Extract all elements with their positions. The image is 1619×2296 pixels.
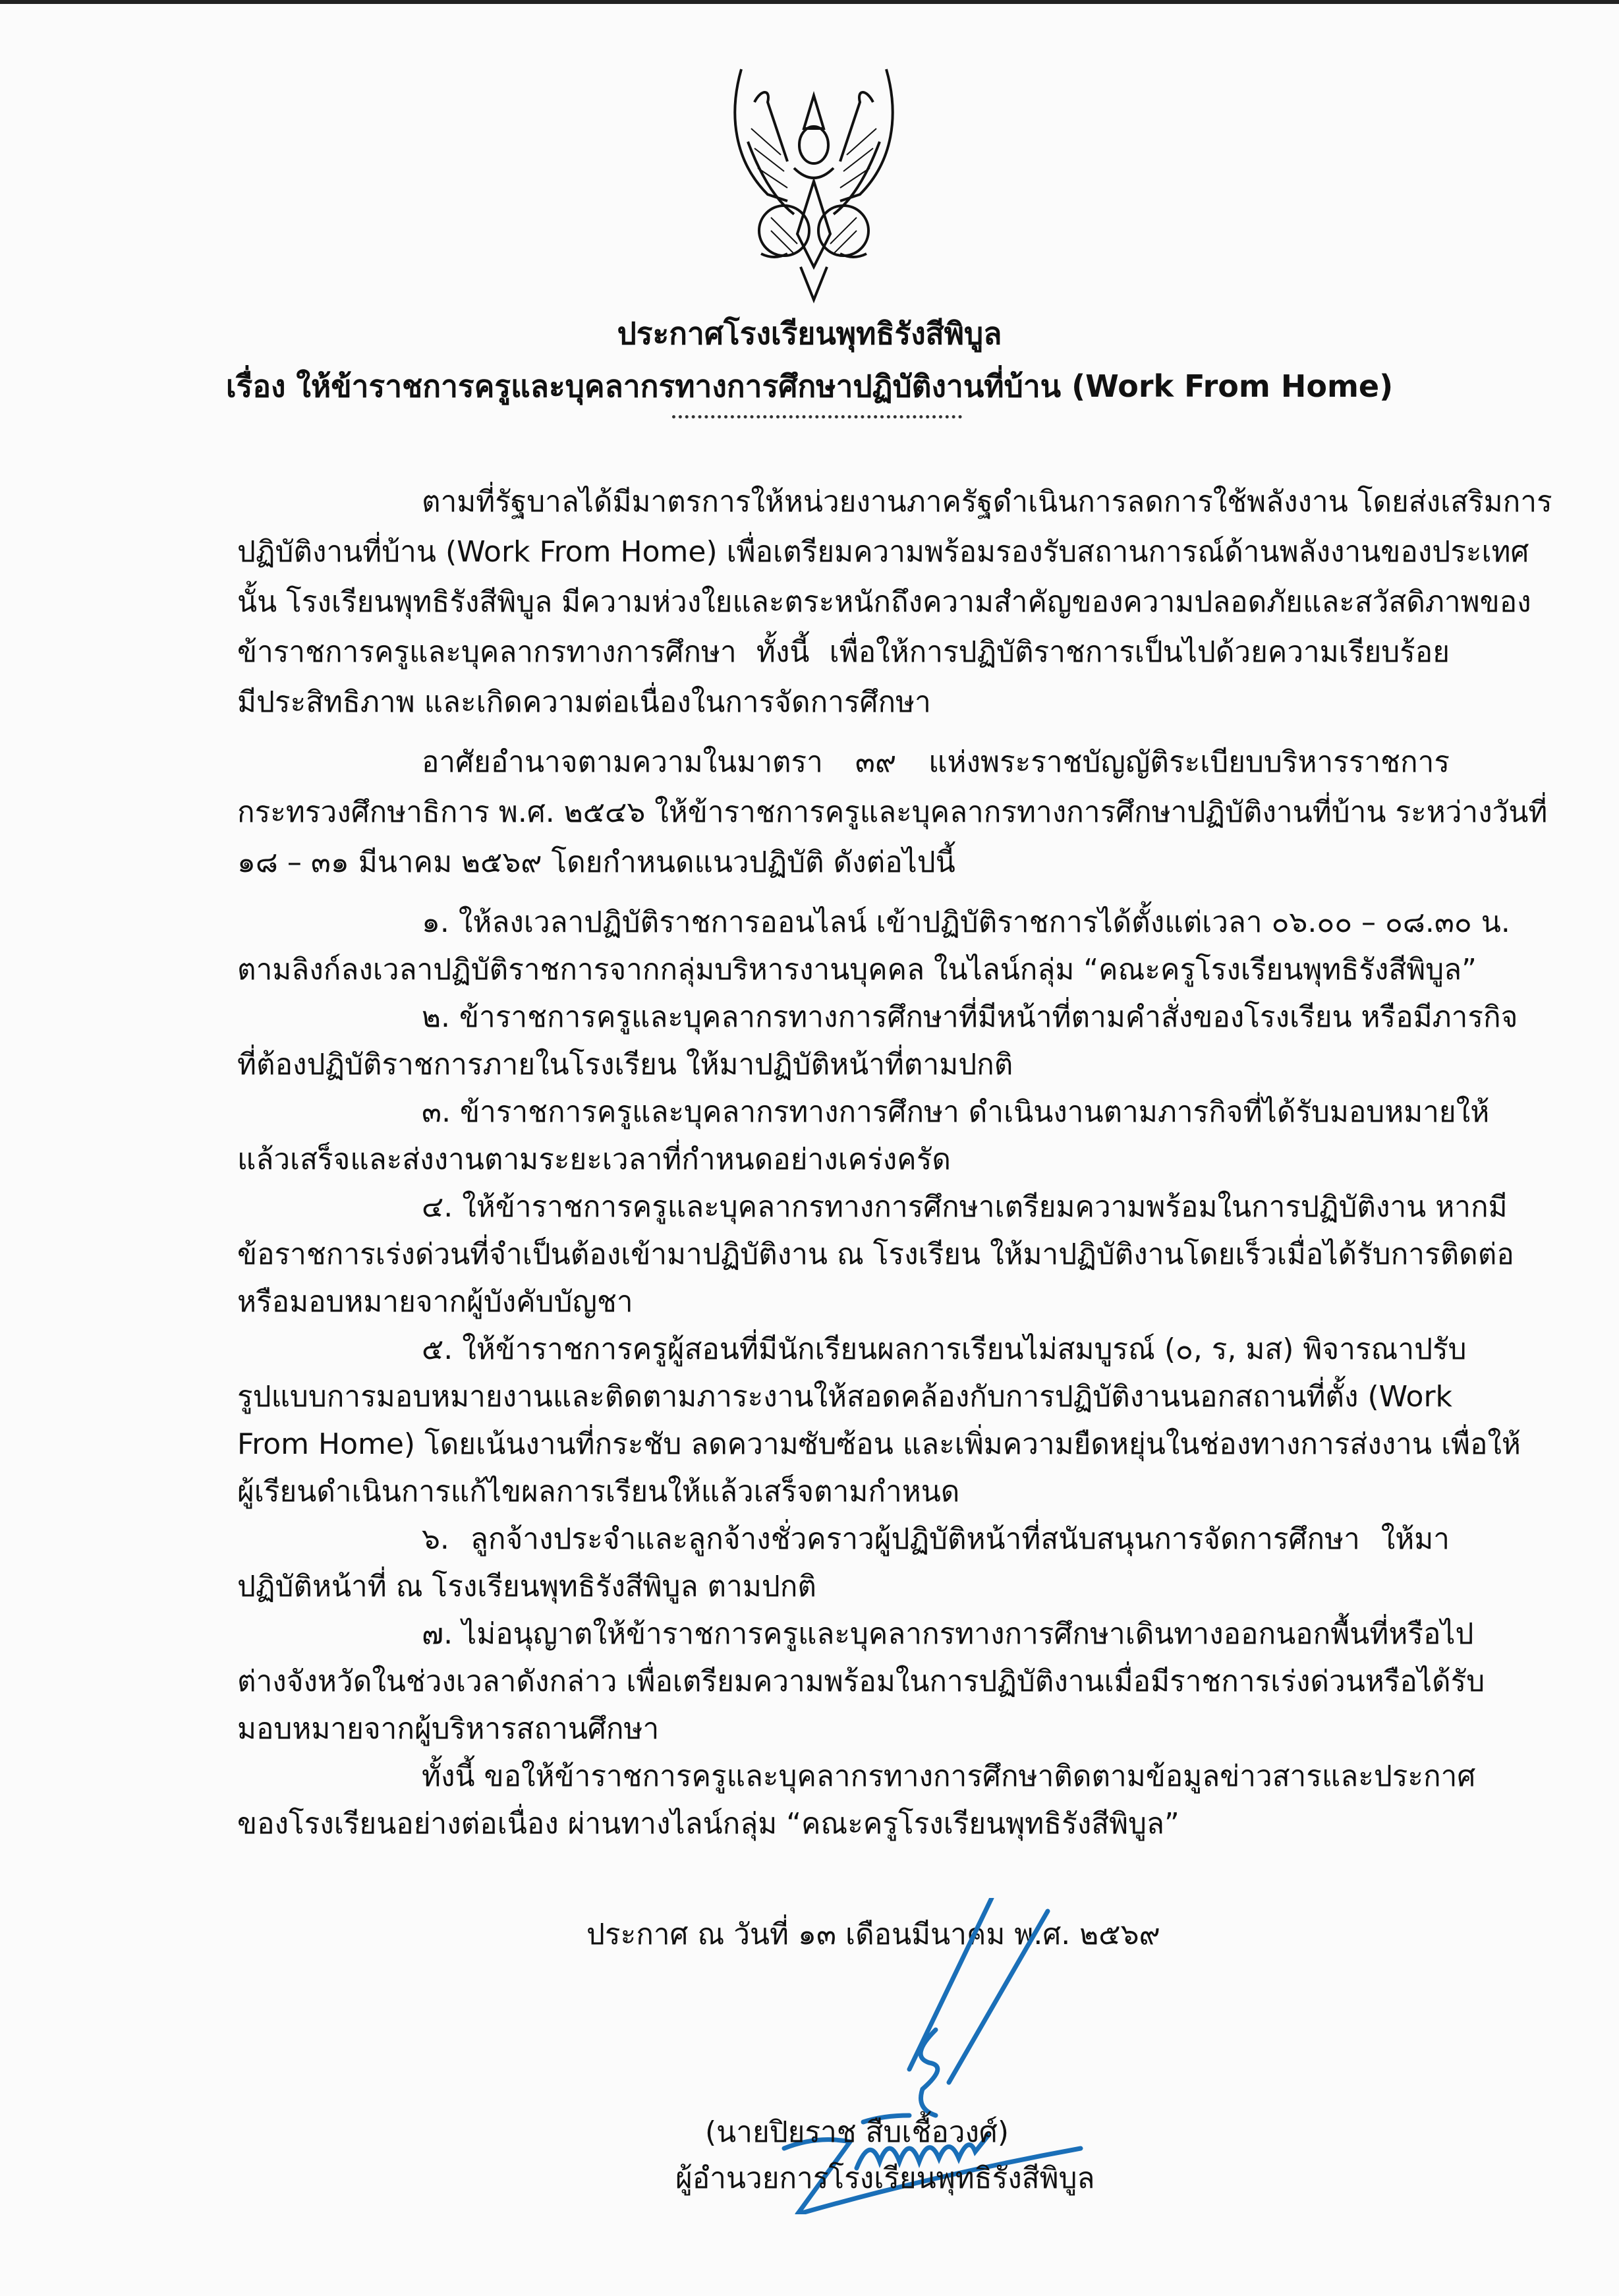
body-line: ผู้เรียนดำเนินการแก้ไขผลการเรียนให้แล้วเสร็จตามกำหนด	[237, 1475, 960, 1508]
body-line: แล้วเสร็จและส่งงานตามระยะเวลาที่กำหนดอย่างเคร่งครัด	[237, 1143, 951, 1176]
body-line: ข้าราชการครูและบุคลากรทางการศึกษา ทั้งนี้ เพื่อให้การปฏิบัติราชการเป็นไปด้วยความเรียบร้อย	[237, 635, 1450, 669]
announcement-subject: เรื่อง ให้ข้าราชการครูและบุคลากรทางการศึกษาปฏิบัติงานที่บ้าน (Work From Home)	[225, 368, 1394, 404]
body-line: รูปแบบการมอบหมายงานและติดตามภาระงานให้สอดคล้องกับการปฏิบัติงานนอกสถานที่ตั้ง (Work	[237, 1380, 1453, 1414]
closing-line: ทั้งนี้ ขอให้ข้าราชการครูและบุคลากรทางการศึกษาติดตามข้อมูลข่าวสารและประกาศ	[422, 1760, 1476, 1793]
list-item-3: ๓. ข้าราชการครูและบุคลากรทางการศึกษา ดำเนินงานตามภารกิจที่ได้รับมอบหมายให้	[422, 1095, 1490, 1129]
signer-title: ผู้อำนวยการโรงเรียนพุทธิรังสีพิบูล	[675, 2162, 1095, 2195]
scan-top-edge	[0, 0, 1619, 4]
body-line: ของโรงเรียนอย่างต่อเนื่อง ผ่านทางไลน์กลุ่ม “คณะครูโรงเรียนพุทธิรังสีพิบูล”	[237, 1807, 1179, 1841]
list-item-7: ๗. ไม่อนุญาตให้ข้าราชการครูและบุคลากรทางการศึกษาเดินทางออกนอกพื้นที่หรือไป	[422, 1617, 1474, 1651]
body-line: กระทรวงศึกษาธิการ พ.ศ. ๒๕๔๖ ให้ข้าราชการครูและบุคลากรทางการศึกษาปฏิบัติงานที่บ้าน ระหว่างวันที่	[237, 795, 1548, 829]
body-line: มอบหมายจากผู้บริหารสถานศึกษา	[237, 1712, 660, 1746]
list-item-1: ๑. ให้ลงเวลาปฏิบัติราชการออนไลน์ เข้าปฏิบัติราชการได้ตั้งแต่เวลา ๐๖.๐๐ – ๐๘.๓๐ น.	[422, 905, 1510, 939]
list-item-6: ๖. ลูกจ้างประจำและลูกจ้างชั่วคราวผู้ปฏิบัติหน้าที่สนับสนุนการจัดการศึกษา ให้มา	[422, 1522, 1450, 1556]
garuda-emblem-icon	[715, 63, 913, 306]
signer-name: (นายปิยราช สืบเชื้อวงศ์)	[705, 2115, 1009, 2149]
body-line: ที่ต้องปฏิบัติราชการภายในโรงเรียน ให้มาปฏิบัติหน้าที่ตามปกติ	[237, 1048, 1013, 1081]
body-line: From Home) โดยเน้นงานที่กระชับ ลดความซับซ้อน และเพิ่มความยืดหยุ่นในช่องทางการส่งงาน เพื่อให้	[237, 1427, 1521, 1461]
announcement-title: ประกาศโรงเรียนพุทธิรังสีพิบูล	[617, 316, 1002, 351]
list-item-2: ๒. ข้าราชการครูและบุคลากรทางการศึกษาที่มีหน้าที่ตามคำสั่งของโรงเรียน หรือมีภารกิจ	[422, 1000, 1518, 1034]
list-item-4: ๔. ให้ข้าราชการครูและบุคลากรทางการศึกษาเตรียมความพร้อมในการปฏิบัติงาน หากมี	[422, 1190, 1508, 1224]
body-line: อาศัยอำนาจตามความในมาตรา ๓๙ แห่งพระราชบัญญัติระเบียบบริหารราชการ	[422, 745, 1450, 779]
body-line: ต่างจังหวัดในช่วงเวลาดังกล่าว เพื่อเตรียมความพร้อมในการปฏิบัติงานเมื่อมีราชการเร่งด่วนหรือได้รับ	[237, 1665, 1485, 1698]
body-line: ๑๘ – ๓๑ มีนาคม ๒๕๖๙ โดยกำหนดแนวปฏิบัติ ดังต่อไปนี้	[237, 846, 955, 879]
body-line: มีประสิทธิภาพ และเกิดความต่อเนื่องในการจัดการศึกษา	[237, 685, 931, 719]
body-line: ข้อราชการเร่งด่วนที่จำเป็นต้องเข้ามาปฏิบัติงาน ณ โรงเรียน ให้มาปฏิบัติงานโดยเร็วเมื่อได้รับการติดต่อ	[237, 1238, 1514, 1271]
list-item-5: ๕. ให้ข้าราชการครูผู้สอนที่มีนักเรียนผลการเรียนไม่สมบูรณ์ (๐, ร, มส) พิจารณาปรับ	[422, 1333, 1467, 1366]
body-line: ปฏิบัติงานที่บ้าน (Work From Home) เพื่อเตรียมความพร้อมรองรับสถานการณ์ด้านพลังงานของประเทศ	[237, 535, 1529, 569]
title-separator	[672, 415, 962, 418]
body-line: นั้น โรงเรียนพุทธิรังสีพิบูล มีความห่วงใยและตระหนักถึงความสำคัญของความปลอดภัยและสวัสดิภาพของ	[237, 585, 1531, 619]
body-line: หรือมอบหมายจากผู้บังคับบัญชา	[237, 1285, 633, 1319]
body-line: ตามที่รัฐบาลได้มีมาตรการให้หน่วยงานภาครัฐดำเนินการลดการใช้พลังงาน โดยส่งเสริมการ	[422, 485, 1552, 519]
body-line: ตามลิงก์ลงเวลาปฏิบัติราชการจากกลุ่มบริหารงานบุคคล ในไลน์กลุ่ม “คณะครูโรงเรียนพุทธิรังสีพิบูล”	[237, 953, 1477, 987]
announcement-date: ประกาศ ณ วันที่ ๑๓ เดือนมีนาคม พ.ศ. ๒๕๖๙	[586, 1918, 1160, 1951]
body-line: ปฏิบัติหน้าที่ ณ โรงเรียนพุทธิรังสีพิบูล ตามปกติ	[237, 1570, 816, 1603]
